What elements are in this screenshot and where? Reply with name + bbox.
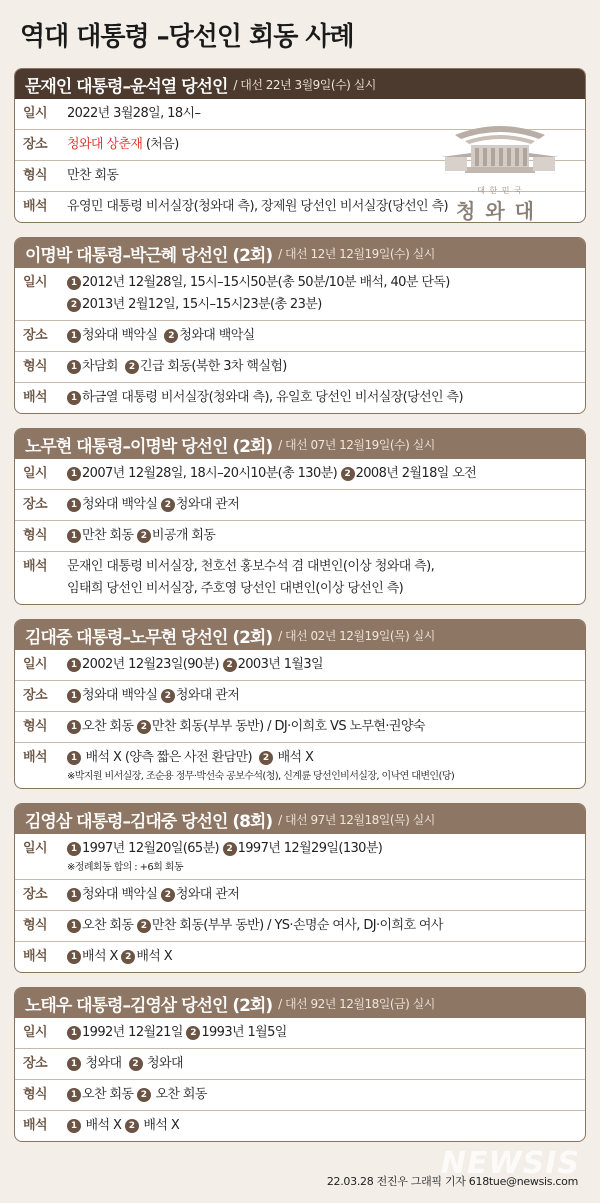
meeting-card-kim-roh (14, 619, 586, 789)
number-1-badge: 1 (67, 888, 81, 902)
number-2-badge: 2 (161, 498, 175, 512)
label-form: 형식 (23, 528, 47, 543)
date-value: 2022년 3월28일, 18시– (67, 106, 201, 121)
card-header (15, 69, 585, 99)
meeting-card-lee-park (14, 237, 586, 414)
card-title: 문재인 대통령–윤석열 당선인 (25, 76, 228, 97)
number-1-badge: 1 (67, 391, 81, 405)
number-2-badge: 2 (223, 658, 237, 672)
attend-line-2: 임태희 당선인 비서실장, 주호영 당선인 대변인(이상 당선인 측) (67, 581, 404, 596)
row-date (15, 459, 585, 489)
number-1-badge: 1 (67, 1088, 81, 1102)
attend-footnote: ※박지원 비서실장, 조순용 정무·박선숙 공보수석(청), 신계륜 당선인비서실장, 이낙연 대변인(당) (67, 771, 455, 782)
election-date: / 대선 02년 12월19일(목) 실시 (278, 628, 435, 643)
number-2-badge: 2 (137, 720, 151, 734)
number-2-badge: 2 (121, 950, 135, 964)
place-highlight: 청와대 상춘재 (67, 137, 143, 152)
form-value-2: 긴급 회동(북한 3차 핵실험) (139, 359, 287, 374)
date-value-2: 2003년 1월3일 (237, 657, 324, 672)
number-2-badge: 2 (161, 888, 175, 902)
row-form (15, 910, 585, 941)
place-value-1: 청와대 백악실 (82, 328, 158, 343)
blue-house-roof-icon (425, 113, 575, 185)
attend-value-1: 배석 X (양측 짧은 사전 환담만) (82, 750, 252, 765)
meeting-cards (14, 68, 586, 1156)
row-place (15, 320, 585, 351)
card-title: 김영삼 대통령–김대중 당선인 (8회) (25, 811, 273, 832)
date-value-1: 1992년 12월21일 (82, 1025, 183, 1040)
label-place: 장소 (23, 137, 47, 152)
form-value-1: 오찬 회동 (82, 719, 134, 734)
blue-house-illustration (425, 113, 575, 223)
number-1-badge: 1 (67, 842, 81, 856)
label-place: 장소 (23, 328, 47, 343)
blue-house-caption: 청와대 (456, 199, 544, 223)
place-note: (처음) (142, 137, 179, 152)
form-value-1: 차담회 (82, 359, 118, 374)
number-1-badge: 1 (67, 720, 81, 734)
place-value-2: 청와대 (143, 1056, 183, 1071)
date-value-1: 2012년 12월28일, 15시–15시50분(총 50분/10분 배석, 40분 단독) (82, 275, 450, 290)
attend-value: 유영민 대통령 비서실장(청와대 측), 장제원 당선인 비서실장(당선인 측) (67, 199, 448, 214)
label-attend: 배석 (23, 750, 47, 765)
number-2-badge: 2 (125, 360, 139, 374)
number-2-badge: 2 (341, 467, 355, 481)
place-value-2: 청와대 관저 (175, 497, 240, 512)
number-1-badge: 1 (67, 498, 81, 512)
label-attend: 배석 (23, 949, 47, 964)
form-value-2: 만찬 회동(부부 동반) / DJ·이희호 VS 노무현·권양숙 (151, 719, 425, 734)
card-title: 김대중 대통령–노무현 당선인 (2회) (25, 627, 273, 648)
number-2-badge: 2 (67, 298, 81, 312)
row-place (15, 1048, 585, 1079)
blue-house-caption-small: 대 한 민 국 (477, 186, 523, 195)
row-form (15, 711, 585, 742)
number-2-badge: 2 (129, 1057, 143, 1071)
form-value-2: 오찬 회동 (151, 1087, 207, 1102)
meeting-card-moon-yoon (14, 68, 586, 223)
card-header (15, 620, 585, 650)
page-title: 역대 대통령 –당선인 회동 사례 (20, 22, 354, 52)
row-date (15, 650, 585, 680)
place-value-1: 청와대 백악실 (82, 688, 158, 703)
label-attend: 배석 (23, 199, 47, 214)
form-value-2: 비공개 회동 (151, 528, 216, 543)
meeting-card-ys-dj (14, 803, 586, 973)
attend-value-1: 배석 X (82, 1118, 122, 1133)
election-date: / 대선 12년 12월19일(수) 실시 (278, 246, 435, 261)
label-date: 일시 (23, 275, 47, 290)
number-1-badge: 1 (67, 529, 81, 543)
number-1-badge: 1 (67, 276, 81, 290)
row-date (15, 1018, 585, 1048)
date-value-2: 2013년 2월12일, 15시–15시23분(총 23분) (82, 297, 322, 312)
row-date (15, 834, 585, 879)
label-form: 형식 (23, 719, 47, 734)
label-date: 일시 (23, 657, 47, 672)
number-1-badge: 1 (67, 329, 81, 343)
label-date: 일시 (23, 841, 47, 856)
attend-line-1: 문재인 대통령 비서실장, 천호선 홍보수석 겸 대변인(이상 청와대 측), (67, 559, 435, 574)
attend-value: 하금열 대통령 비서실장(청와대 측), 유일호 당선인 비서실장(당선인 측) (82, 390, 463, 405)
election-date: / 대선 07년 12월19일(수) 실시 (278, 437, 435, 452)
number-2-badge: 2 (164, 329, 178, 343)
election-date: / 대선 92년 12월18일(금) 실시 (278, 996, 435, 1011)
card-title: 노태우 대통령–김영삼 당선인 (2회) (25, 995, 273, 1016)
label-place: 장소 (23, 497, 47, 512)
row-place (15, 489, 585, 520)
label-form: 형식 (23, 1087, 47, 1102)
place-value-1: 청와대 (82, 1056, 122, 1071)
row-attend (15, 382, 585, 413)
label-attend: 배석 (23, 559, 47, 574)
number-1-badge: 1 (67, 467, 81, 481)
attend-value-2: 배석 X (274, 750, 314, 765)
form-value-1: 만찬 회동 (82, 528, 134, 543)
date-value-2: 1997년 12월29일(130분) (237, 841, 383, 856)
row-attend (15, 1110, 585, 1141)
attend-value-2: 배석 X (139, 1118, 180, 1133)
number-1-badge: 1 (67, 919, 81, 933)
number-2-badge: 2 (137, 919, 151, 933)
label-date: 일시 (23, 466, 47, 481)
election-date: / 대선 22년 3월9일(수) 실시 (233, 77, 376, 92)
newsis-watermark: NEWSIS (440, 1146, 580, 1181)
number-1-badge: 1 (67, 360, 81, 374)
number-1-badge: 1 (67, 1119, 81, 1133)
card-header (15, 988, 585, 1018)
card-title: 이명박 대통령–박근혜 당선인 (2회) (25, 245, 273, 266)
row-date (15, 268, 585, 320)
number-2-badge: 2 (137, 529, 151, 543)
form-value-1: 오찬 회동 (82, 918, 134, 933)
date-value-1: 1997년 12월20일(65분) (82, 841, 220, 856)
date-value-2: 2008년 2월18일 오전 (355, 466, 477, 481)
label-form: 형식 (23, 168, 47, 183)
row-attend (15, 742, 585, 788)
row-attend (15, 551, 585, 604)
label-place: 장소 (23, 1056, 47, 1071)
number-1-badge: 1 (67, 658, 81, 672)
meeting-card-roh-ys (14, 987, 586, 1142)
place-value-1: 청와대 백악실 (82, 887, 158, 902)
row-form (15, 520, 585, 551)
place-value-2: 청와대 관저 (175, 688, 240, 703)
number-2-badge: 2 (259, 751, 273, 765)
label-date: 일시 (23, 106, 47, 121)
graphic-credit: 22.03.28 전진우 그래픽 기자 618tue@newsis.com (326, 1175, 578, 1188)
card-header (15, 804, 585, 834)
row-place (15, 879, 585, 910)
place-value-2: 청와대 관저 (175, 887, 240, 902)
number-1-badge: 1 (67, 1026, 81, 1040)
label-date: 일시 (23, 1025, 47, 1040)
form-value: 만찬 회동 (67, 168, 119, 183)
row-place (15, 680, 585, 711)
number-2-badge: 2 (186, 1026, 200, 1040)
number-2-badge: 2 (161, 689, 175, 703)
place-value-2: 청와대 백악실 (179, 328, 255, 343)
number-2-badge: 2 (125, 1119, 139, 1133)
attend-value-2: 배석 X (136, 949, 173, 964)
label-attend: 배석 (23, 1118, 47, 1133)
attend-value-1: 배석 X (82, 949, 118, 964)
number-1-badge: 1 (67, 1057, 81, 1071)
date-value-1: 2002년 12월23일(90분) (82, 657, 220, 672)
label-form: 형식 (23, 359, 47, 374)
label-attend: 배석 (23, 390, 47, 405)
card-header (15, 429, 585, 459)
number-2-badge: 2 (137, 1088, 151, 1102)
place-value-1: 청와대 백악실 (82, 497, 158, 512)
date-value-2: 1993년 1월5일 (201, 1025, 287, 1040)
row-form (15, 351, 585, 382)
row-attend (15, 941, 585, 972)
form-value-1: 오찬 회동 (82, 1087, 134, 1102)
number-2-badge: 2 (223, 842, 237, 856)
card-header (15, 238, 585, 268)
meeting-card-roh-lee (14, 428, 586, 605)
number-1-badge: 1 (67, 689, 81, 703)
row-form (15, 1079, 585, 1110)
election-date: / 대선 97년 12월18일(목) 실시 (278, 812, 435, 827)
label-place: 장소 (23, 887, 47, 902)
date-value-1: 2007년 12월28일, 18시–20시10분(총 130분) (82, 466, 338, 481)
label-form: 형식 (23, 918, 47, 933)
card-title: 노무현 대통령–이명박 당선인 (2회) (25, 436, 273, 457)
form-value-2: 만찬 회동(부부 동반) / YS·손명순 여사, DJ·이희호 여사 (151, 918, 443, 933)
number-1-badge: 1 (67, 751, 81, 765)
label-place: 장소 (23, 688, 47, 703)
date-footnote: ※정례회동 합의 : +6회 회동 (67, 862, 183, 873)
number-1-badge: 1 (67, 950, 81, 964)
